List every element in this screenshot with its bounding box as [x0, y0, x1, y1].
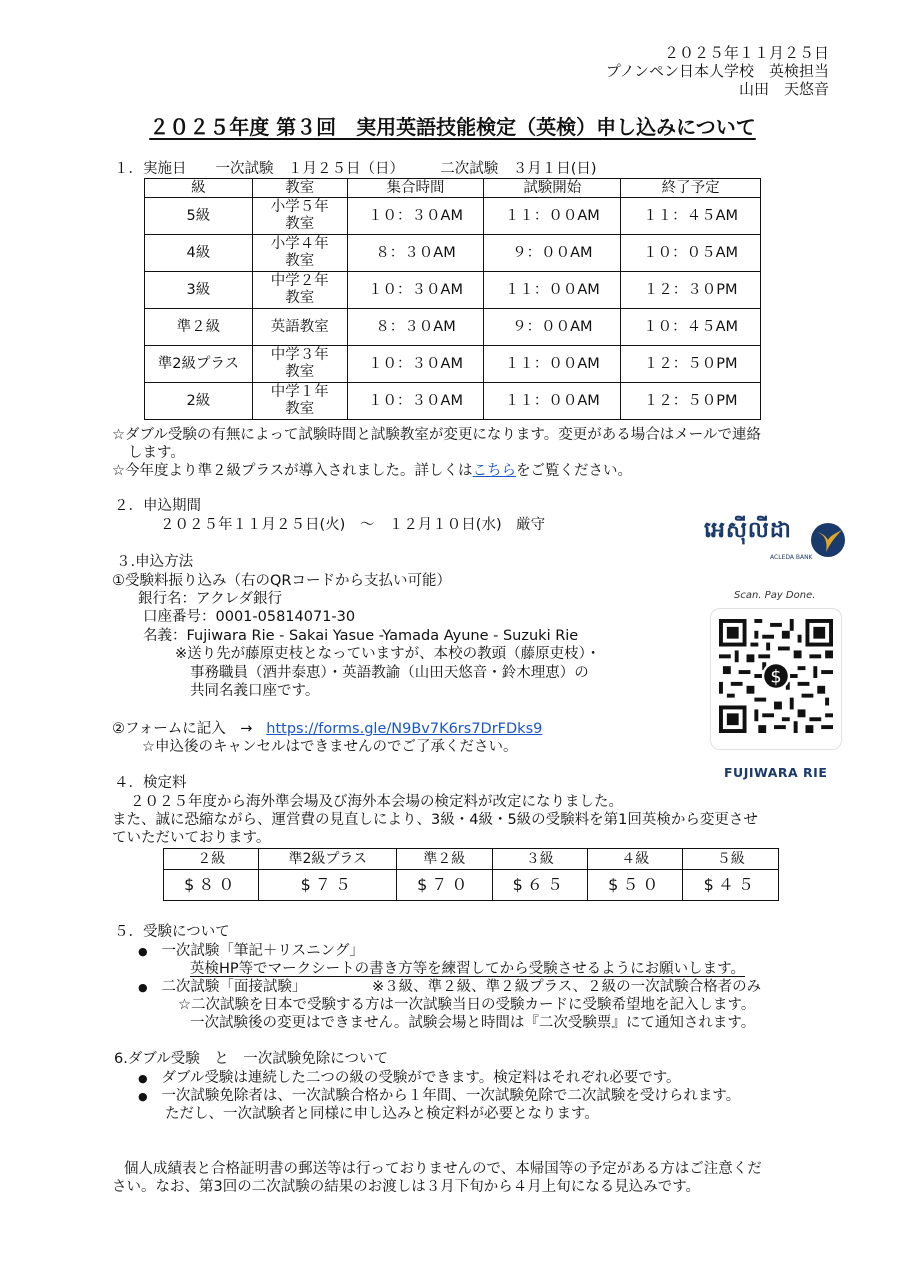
footer-note-1: 個人成績表と合格証明書の郵送等は行っておりませんので、本帰国等の予定がある方はご注意くだ	[124, 1161, 762, 1177]
bullet-icon: ●	[138, 981, 148, 994]
room-line1: 中学３年	[270, 347, 329, 363]
col-header-grade: 級	[145, 179, 253, 198]
cell-gather: ８：３０AM	[347, 235, 484, 272]
section1-heading: １．実施日 一次試験 １月２５日（日） 二次試験 ３月１日(日)	[114, 161, 597, 177]
cell-start: ９：００AM	[484, 235, 621, 272]
cell-room	[252, 272, 347, 309]
exemption-text-cont: ただし、一次試験者と同様に申し込みと検定料が必要となります。	[165, 1106, 599, 1122]
list-item	[138, 942, 364, 961]
cell-room	[252, 235, 347, 272]
col-header-start: 試験開始	[484, 179, 621, 198]
document-header	[606, 44, 829, 98]
room-line2: 教室	[285, 401, 315, 417]
qr-account-name: FUJIWARA RIE	[724, 765, 828, 780]
bank-logo-sub: ACLEDA BANK	[770, 554, 813, 561]
cell-end: １１：４５AM	[621, 198, 761, 235]
cell-room	[252, 198, 347, 235]
form-step	[112, 720, 542, 738]
cell-room	[252, 383, 347, 420]
holder-note-2: 事務職員（酒井泰恵）・英語教諭（山田天悠音・鈴木理恵）の	[190, 665, 589, 681]
fee-value: $８０	[164, 870, 259, 901]
header-author: 山田 天悠音	[738, 80, 829, 98]
cell-end: １０：４５AM	[621, 309, 761, 346]
qr-code-icon[interactable]	[719, 619, 833, 733]
application-period: ２０２５年１１月２５日(火) ～ １２月１０日(水) 厳守	[160, 517, 546, 533]
fee-header: 準２級	[397, 849, 492, 870]
header-date: ２０２５年１１月２５日	[663, 44, 829, 62]
second-exam-label: 二次試験「面接試験」	[161, 979, 307, 995]
fee-note-3: ていただいております。	[112, 830, 271, 846]
room-line2: 教室	[285, 253, 315, 269]
table-row	[145, 309, 761, 346]
col-header-gather: 集合時間	[347, 179, 484, 198]
cell-start: １１：００AM	[484, 383, 621, 420]
form-step-label: ②フォームに記入 →	[112, 721, 253, 737]
fee-note-1: ２０２５年度から海外準会場及び海外本会場の検定料が改定になりました。	[130, 794, 623, 810]
room-line1: 中学１年	[270, 384, 329, 400]
exemption-text: 一次試験免除者は、一次試験合格から１年間、一次試験免除で二次試験を受けられます。	[161, 1088, 741, 1104]
qr-card	[710, 608, 842, 750]
exam-schedule-table	[144, 178, 761, 420]
svg-text:$: $	[770, 667, 782, 688]
table-row	[145, 235, 761, 272]
acleda-logo-icon	[810, 522, 846, 558]
second-exam-detail-1: ☆二次試験を日本で受験する方は一次試験当日の受験カードに受験希望地を記入します。	[178, 997, 756, 1013]
cell-grade: 3級	[145, 272, 253, 309]
cell-end: １２：３０PM	[621, 272, 761, 309]
cell-end: １０：０５AM	[621, 235, 761, 272]
col-header-end: 終了予定	[621, 179, 761, 198]
account-holder: 名義：Fujiwara Rie - Sakai Yasue -Yamada Ayune - Suzuki Rie	[143, 628, 579, 644]
cell-end: １２：５０PM	[621, 383, 761, 420]
cell-grade: 準2級プラス	[145, 346, 253, 383]
table-row	[145, 272, 761, 309]
room-line2: 教室	[285, 216, 315, 232]
cell-gather: １０：３０AM	[347, 346, 484, 383]
room-line1: 小学４年	[270, 236, 329, 252]
section4-heading: ４．検定料	[114, 775, 187, 791]
note-pre2plus-suffix: をご覧ください。	[516, 463, 633, 479]
holder-note-3: 共同名義口座です。	[190, 683, 320, 699]
cell-grade: 準２級	[145, 309, 253, 346]
first-exam-note: 英検HP等でマークシートの書き方等を練習してから受験させるようにお願いします。	[190, 961, 745, 977]
cancel-note: ☆申込後のキャンセルはできませんのでご了承ください。	[142, 739, 518, 755]
cell-gather: ８：３０AM	[347, 309, 484, 346]
account-number: 口座番号：0001-05814071-30	[143, 609, 356, 625]
cell-gather: １０：３０AM	[347, 198, 484, 235]
cell-start: ９：００AM	[484, 309, 621, 346]
cell-gather: １０：３０AM	[347, 272, 484, 309]
room-line1: 中学２年	[270, 273, 329, 289]
table-header-row	[164, 849, 779, 870]
cell-start: １１：００AM	[484, 272, 621, 309]
section3-heading: ３.申込方法	[116, 554, 194, 570]
fee-value: $６５	[492, 870, 587, 901]
cell-grade: 2級	[145, 383, 253, 420]
table-row	[145, 383, 761, 420]
payment-step: ①受験料振り込み（右のQRコードから支払い可能）	[112, 573, 451, 589]
fee-value: $７５	[259, 870, 397, 901]
note-double-exam-cont: します。	[128, 445, 185, 461]
cell-start: １１：００AM	[484, 198, 621, 235]
bullet-icon: ●	[138, 945, 148, 958]
document-title: ２０２５年度 第３回 実用英語技能検定（英検）申し込みについて	[149, 115, 756, 139]
first-exam-label: 一次試験「筆記＋リスニング」	[161, 943, 364, 959]
fee-header: ３級	[492, 849, 587, 870]
room-line2: 教室	[285, 364, 315, 380]
col-header-room: 教室	[252, 179, 347, 198]
list-item	[138, 1069, 681, 1088]
cell-grade: 5級	[145, 198, 253, 235]
fee-value: $４５	[683, 870, 779, 901]
fee-header: 準2級プラス	[259, 849, 397, 870]
fee-header: ５級	[683, 849, 779, 870]
qr-tagline: Scan. Pay Done.	[734, 590, 816, 601]
footer-note-2: さい。なお、第3回の二次試験の結果のお渡しは３月下旬から４月上旬になる見込みです。	[112, 1179, 701, 1195]
list-item	[138, 978, 306, 997]
bank-name: 銀行名：アクレダ銀行	[138, 591, 282, 607]
table-row	[164, 870, 779, 901]
fee-value: $５０	[588, 870, 683, 901]
note-pre2plus	[112, 462, 632, 480]
table-header-row	[145, 179, 761, 198]
details-link[interactable]: こちら	[472, 463, 517, 479]
double-exam-text: ダブル受験は連続した二つの級の受験ができます。検定料はそれぞれ必要です。	[161, 1070, 681, 1086]
cell-gather: １０：３０AM	[347, 383, 484, 420]
exam-fee-table	[163, 848, 779, 901]
cell-grade: 4級	[145, 235, 253, 272]
fee-header: ４級	[588, 849, 683, 870]
room-line2: 教室	[285, 290, 315, 306]
list-item	[138, 1087, 740, 1106]
header-school: プノンペン日本人学校 英検担当	[605, 62, 829, 80]
cell-start: １１：００AM	[484, 346, 621, 383]
note-pre2plus-prefix: ☆今年度より準２級プラスが導入されました。詳しくは	[112, 463, 473, 479]
second-exam-detail-2: 一次試験後の変更はできません。試験会場と時間は『二次受験票』にて通知されます。	[190, 1015, 756, 1031]
holder-note-1: ※送り先が藤原吏枝となっていますが、本校の教頭（藤原吏枝）・	[175, 646, 601, 662]
fee-header: ２級	[164, 849, 259, 870]
cell-room: 英語教室	[252, 309, 347, 346]
bullet-icon: ●	[138, 1072, 148, 1085]
bullet-icon: ●	[138, 1090, 148, 1103]
fee-value: $７０	[397, 870, 492, 901]
section2-heading: ２．申込期間	[114, 498, 201, 514]
section5-heading: ５．受験について	[114, 924, 230, 940]
second-exam-eligibility: ※３級、準２級、準２級プラス、２級の一次試験合格者のみ	[372, 979, 762, 995]
fee-note-2: また、誠に恐縮ながら、運営費の見直しにより、3級・4級・5級の受験料を第1回英検から変更させ	[112, 812, 758, 828]
table-row	[145, 198, 761, 235]
table-row	[145, 346, 761, 383]
form-url-link[interactable]: https://forms.gle/N9Bv7K6rs7DrFDks9	[266, 721, 543, 737]
section6-heading: 6.ダブル受験 と 一次試験免除について	[114, 1051, 388, 1067]
qr-payment-panel	[704, 510, 854, 780]
cell-end: １２：５０PM	[621, 346, 761, 383]
bank-logo-text: អេស៊ីលីដា	[704, 518, 792, 543]
room-line1: 小学５年	[270, 199, 329, 215]
cell-room	[252, 346, 347, 383]
note-double-exam: ☆ダブル受験の有無によって試験時間と試験教室が変更になります。変更がある場合はメールで連絡	[112, 427, 761, 443]
